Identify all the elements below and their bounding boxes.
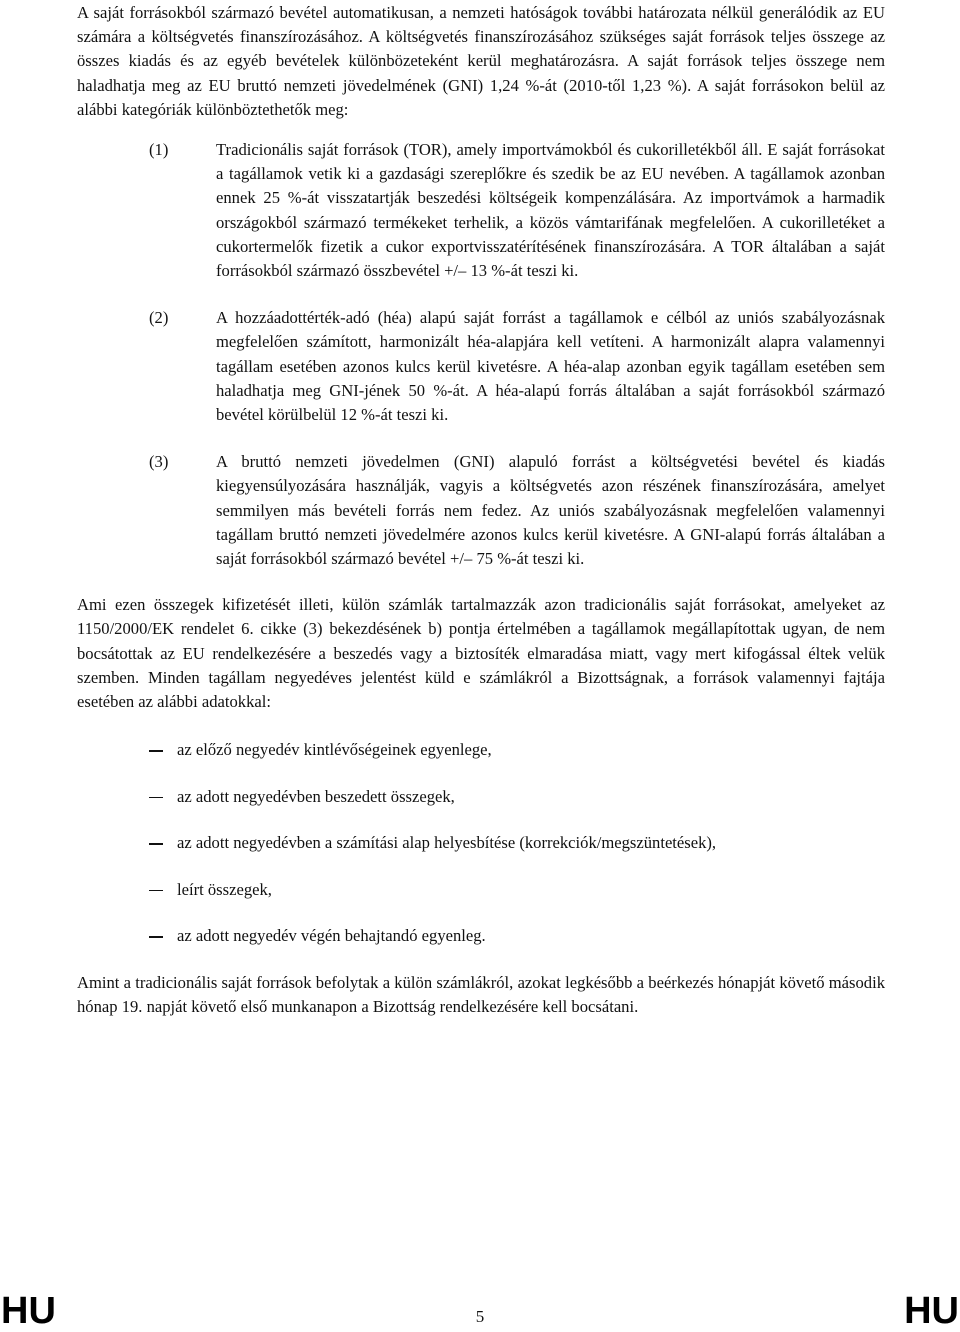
list-item-text: leírt összegek, xyxy=(177,879,272,899)
category-item-gni xyxy=(77,450,885,571)
closing-paragraph: Amint a tradicionális saját források befolytak a külön számlákról, azokat legkésőbb a beérkezés hónapját követő második hónap 19. napját követő első munkanapon a Bizottság rendelkezésére kell bocsátani. xyxy=(77,972,885,1016)
category-item-vat xyxy=(77,306,885,427)
category-text: A bruttó nemzeti jövedelmen (GNI) alapuló forrást a költségvetési bevétel és kiadás kiegyensúlyozására használják, vagyis a költségvetés azon részének finanszírozására, amelyet semmilyen más bevételi forrás nem fedez. Az uniós szabályozásnak megfelelően valamennyi tagállam bruttó nemzeti jövedelmére azonos kulcs kerül kivetésre. A GNI-alapú forrás általában a saját forrásokból származó bevétel +/– 75 %-át teszi ki. xyxy=(216,452,885,569)
own-resource-categories-list xyxy=(77,138,885,571)
category-number: (3) xyxy=(149,452,169,472)
dash-bullet-icon xyxy=(149,750,163,752)
list-item-text: az adott negyedévben a számítási alap helyesbítése (korrekciók/megszüntetések), xyxy=(177,833,717,853)
category-number: (1) xyxy=(149,140,169,160)
category-text: A hozzáadottérték-adó (héa) alapú saját forrást a tagállamok e célból az uniós szabályozásnak megfelelően számított, harmonizált héa-alapjára kell vetíteni. A harmonizált alapra valamennyi tagállam esetében azonos kulcs kerül kivetésre. A héa-alap azonban egyik tagállam esetében sem haladhatja meg GNI-jének 50 %-át. A héa-alapú forrás általában a saját forrásokból származó bevétel körülbelül 12 %-át teszi ki. xyxy=(216,308,885,425)
category-text: Tradicionális saját források (TOR), amely importvámokból és cukorilletékből áll. E saját forrásokat a tagállamok vetik ki a gazdasági szereplőkre és szedik be az EU nevében. A tagállamok azonban ennek 25 %-át visszatartják beszedési költségeik kompenzálására. Az importvámok a harmadik országokból származó termékeket terhelik, a közös vámtarifának megfelelően. A cukorilletéket a cukortermelők fizetik a cukor exportvisszatérítésének finanszírozására. A TOR általában a saját forrásokból származó összbevétel +/– 13 %-át teszi ki. xyxy=(216,140,885,281)
page-number: 5 xyxy=(475,1307,485,1326)
intro-paragraph: A saját forrásokból származó bevétel automatikusan, a nemzeti hatóságok további határozata nélkül generálódik az EU számára a költségvetés finanszírozásához. A költségvetés finanszírozásához szükséges saját források teljes összege az összes kiadás és az egyéb bevételek különbözeteként kerül meghatározásra. A saját források teljes összege nem haladhatja meg az EU bruttó nemzeti jövedelmének (GNI) 1,24 %-át (2010-től 1,23 %). A saját forrásokon belül az alábbi kategóriák különböztethetők meg: xyxy=(77,3,885,119)
payment-paragraph: Ami ezen összegek kifizetését illeti, külön számlák tartalmazzák azon tradicionális saját forrásokat, amelyeket az 1150/2000/EK rendelet 6. cikke (3) bekezdésének b) pontja értelmében a tagállamok megállapítottak ugyan, de nem bocsátottak az EU rendelkezésére a beszedés vagy a biztosíték elmaradása miatt, vagy mert kifogással éltek velük szemben. Minden tagállam negyedéves jelentést küld e számlákról a Bizottságnak, a források valamennyi fajtája esetében az alábbi adatokkal: xyxy=(77,595,885,712)
list-item xyxy=(77,738,885,762)
category-item-tor xyxy=(77,138,885,283)
document-page xyxy=(77,0,885,1019)
list-item xyxy=(77,785,885,809)
list-item xyxy=(77,878,885,902)
list-item-text: az előző negyedév kintlévőségeinek egyenlege, xyxy=(177,740,492,760)
list-item-text: az adott negyedév végén behajtandó egyenleg. xyxy=(177,926,486,946)
dash-bullet-icon xyxy=(149,797,163,799)
footer-language-code-left: HU xyxy=(1,1290,56,1332)
category-number: (2) xyxy=(149,308,169,328)
list-item xyxy=(77,831,885,855)
dash-bullet-icon xyxy=(149,890,163,892)
footer-language-code-right: HU xyxy=(904,1290,959,1332)
dash-bullet-icon xyxy=(149,843,163,845)
list-item-text: az adott negyedévben beszedett összegek, xyxy=(177,786,455,806)
list-item xyxy=(77,924,885,948)
dash-bullet-icon xyxy=(149,936,163,938)
quarterly-report-items-list xyxy=(77,738,885,948)
